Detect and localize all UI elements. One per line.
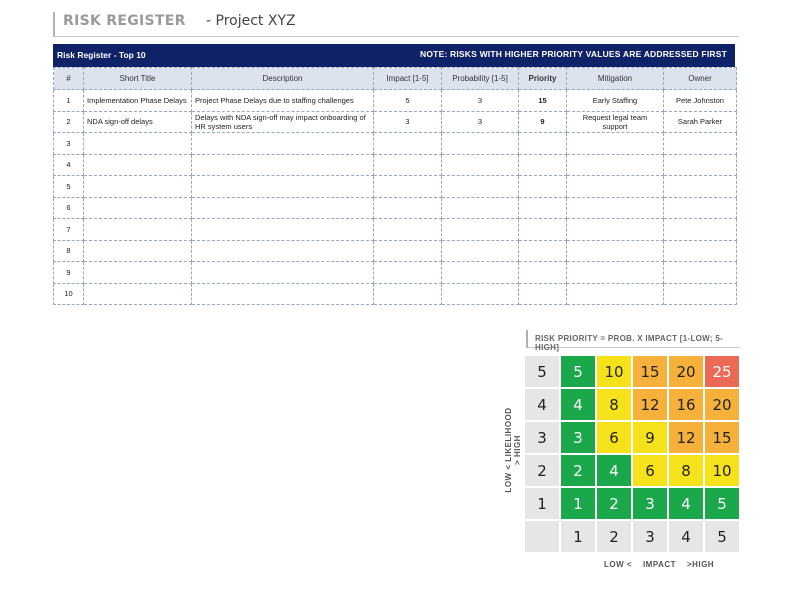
matrix-cell: 12 xyxy=(669,422,703,453)
impact-cell[interactable] xyxy=(374,154,442,176)
matrix-cell: 6 xyxy=(633,455,667,486)
priority-cell[interactable]: 9 xyxy=(519,111,567,133)
matrix-cell: 12 xyxy=(633,389,667,420)
row-number[interactable]: 8 xyxy=(54,240,84,262)
row-number[interactable]: 4 xyxy=(54,154,84,176)
owner-cell[interactable]: Pete Johnston xyxy=(664,90,737,112)
table-row xyxy=(54,219,737,241)
register-header-bar xyxy=(53,44,735,67)
short-title-cell[interactable] xyxy=(84,133,192,155)
impact-cell[interactable] xyxy=(374,262,442,284)
likelihood-axis-label: LOW < LIKELIHOOD > HIGH xyxy=(504,407,522,493)
mitigation-cell[interactable] xyxy=(567,262,664,284)
mitigation-cell[interactable] xyxy=(567,283,664,305)
table-row xyxy=(54,262,737,284)
description-cell[interactable] xyxy=(192,240,374,262)
probability-cell[interactable] xyxy=(442,176,519,198)
priority-cell[interactable] xyxy=(519,197,567,219)
priority-cell[interactable] xyxy=(519,176,567,198)
impact-axis-tick: 1 xyxy=(561,521,595,552)
table-row xyxy=(54,176,737,198)
mitigation-cell[interactable]: Early Staffing xyxy=(567,90,664,112)
column-header-description[interactable]: Description xyxy=(192,68,374,90)
owner-cell[interactable]: Sarah Parker xyxy=(664,111,737,133)
description-cell[interactable] xyxy=(192,283,374,305)
matrix-cell: 1 xyxy=(561,488,595,519)
owner-cell[interactable] xyxy=(664,240,737,262)
mitigation-cell[interactable] xyxy=(567,176,664,198)
probability-cell[interactable] xyxy=(442,262,519,284)
matrix-cell: 15 xyxy=(705,422,739,453)
impact-cell[interactable]: 5 xyxy=(374,90,442,112)
matrix-cell: 10 xyxy=(597,356,631,387)
probability-cell[interactable]: 3 xyxy=(442,111,519,133)
page-subtitle: - Project XYZ xyxy=(206,13,296,29)
matrix-cell: 20 xyxy=(705,389,739,420)
risk-priority-matrix xyxy=(525,356,739,552)
matrix-cell: 5 xyxy=(561,356,595,387)
likelihood-axis-tick: 2 xyxy=(525,455,559,486)
matrix-cell: 3 xyxy=(633,488,667,519)
priority-cell[interactable] xyxy=(519,240,567,262)
matrix-cell: 3 xyxy=(561,422,595,453)
row-number[interactable]: 10 xyxy=(54,283,84,305)
risk-register-table xyxy=(53,67,737,305)
owner-cell[interactable] xyxy=(664,133,737,155)
owner-cell[interactable] xyxy=(664,219,737,241)
short-title-cell[interactable] xyxy=(84,154,192,176)
impact-cell[interactable] xyxy=(374,133,442,155)
mitigation-cell[interactable] xyxy=(567,154,664,176)
probability-cell[interactable] xyxy=(442,240,519,262)
owner-cell[interactable] xyxy=(664,283,737,305)
matrix-cell: 4 xyxy=(669,488,703,519)
matrix-cell: 2 xyxy=(597,488,631,519)
mitigation-cell[interactable] xyxy=(567,219,664,241)
description-cell[interactable] xyxy=(192,219,374,241)
impact-axis-label: LOW < IMPACT >HIGH xyxy=(604,560,715,569)
matrix-cell: 4 xyxy=(597,455,631,486)
mitigation-cell[interactable] xyxy=(567,240,664,262)
priority-cell[interactable] xyxy=(519,219,567,241)
likelihood-axis-tick: 5 xyxy=(525,356,559,387)
description-cell[interactable]: Delays with NDA sign-off may impact onboarding of HR system users xyxy=(192,111,374,133)
row-number[interactable]: 9 xyxy=(54,262,84,284)
register-note: NOTE: RISKS WITH HIGHER PRIORITY VALUES ARE ADDRESSED FIRST xyxy=(420,49,727,59)
probability-cell[interactable] xyxy=(442,154,519,176)
impact-axis-tick: 2 xyxy=(597,521,631,552)
mitigation-cell[interactable] xyxy=(567,197,664,219)
row-number[interactable]: 7 xyxy=(54,219,84,241)
matrix-cell: 6 xyxy=(597,422,631,453)
matrix-cell: 8 xyxy=(597,389,631,420)
short-title-cell[interactable] xyxy=(84,219,192,241)
impact-cell[interactable] xyxy=(374,176,442,198)
table-row xyxy=(54,90,737,112)
matrix-cell: 20 xyxy=(669,356,703,387)
row-number[interactable]: 3 xyxy=(54,133,84,155)
matrix-cell: 25 xyxy=(705,356,739,387)
column-header-number[interactable]: # xyxy=(54,68,84,90)
row-number[interactable]: 6 xyxy=(54,197,84,219)
short-title-cell[interactable] xyxy=(84,240,192,262)
impact-cell[interactable] xyxy=(374,240,442,262)
mitigation-cell[interactable] xyxy=(567,133,664,155)
impact-cell[interactable] xyxy=(374,219,442,241)
probability-cell[interactable]: 3 xyxy=(442,90,519,112)
column-header-mitigation[interactable]: Mitigation xyxy=(567,68,664,90)
short-title-cell[interactable] xyxy=(84,197,192,219)
matrix-corner xyxy=(525,521,559,552)
description-cell[interactable]: Project Phase Delays due to staffing challenges xyxy=(192,90,374,112)
likelihood-axis-tick: 4 xyxy=(525,389,559,420)
table-row xyxy=(54,240,737,262)
table-row xyxy=(54,154,737,176)
column-header-impact[interactable]: Impact [1-5] xyxy=(374,68,442,90)
matrix-cell: 10 xyxy=(705,455,739,486)
matrix-title xyxy=(526,330,740,352)
column-header-probability[interactable]: Probability [1-5] xyxy=(442,68,519,90)
probability-cell[interactable] xyxy=(442,197,519,219)
probability-cell[interactable] xyxy=(442,133,519,155)
probability-cell[interactable] xyxy=(442,219,519,241)
page-header xyxy=(53,12,739,37)
impact-cell[interactable] xyxy=(374,283,442,305)
page-title: RISK REGISTER xyxy=(63,13,186,29)
description-cell[interactable] xyxy=(192,262,374,284)
priority-cell[interactable] xyxy=(519,154,567,176)
description-cell[interactable] xyxy=(192,154,374,176)
priority-cell[interactable] xyxy=(519,133,567,155)
probability-cell[interactable] xyxy=(442,283,519,305)
impact-cell[interactable] xyxy=(374,197,442,219)
description-cell[interactable] xyxy=(192,176,374,198)
owner-cell[interactable] xyxy=(664,176,737,198)
matrix-cell: 15 xyxy=(633,356,667,387)
description-cell[interactable] xyxy=(192,133,374,155)
table-row xyxy=(54,197,737,219)
impact-axis-tick: 4 xyxy=(669,521,703,552)
impact-axis-tick: 5 xyxy=(705,521,739,552)
column-header-owner[interactable]: Owner xyxy=(664,68,737,90)
owner-cell[interactable] xyxy=(664,154,737,176)
row-number[interactable]: 1 xyxy=(54,90,84,112)
matrix-cell: 16 xyxy=(669,389,703,420)
table-row xyxy=(54,111,737,133)
matrix-title-text: RISK PRIORITY = PROB. X IMPACT [1-LOW; 5-HIGH] xyxy=(535,334,724,352)
impact-axis-tick: 3 xyxy=(633,521,667,552)
short-title-cell[interactable]: Implementation Phase Delays xyxy=(84,90,192,112)
likelihood-axis-tick: 3 xyxy=(525,422,559,453)
short-title-cell[interactable] xyxy=(84,176,192,198)
matrix-cell: 4 xyxy=(561,389,595,420)
priority-cell[interactable]: 15 xyxy=(519,90,567,112)
register-label: Risk Register - Top 10 xyxy=(57,50,146,60)
priority-cell[interactable] xyxy=(519,283,567,305)
short-title-cell[interactable] xyxy=(84,262,192,284)
mitigation-cell[interactable]: Request legal team support xyxy=(567,111,664,133)
short-title-cell[interactable]: NDA sign-off delays xyxy=(84,111,192,133)
owner-cell[interactable] xyxy=(664,262,737,284)
row-number[interactable]: 5 xyxy=(54,176,84,198)
short-title-cell[interactable] xyxy=(84,283,192,305)
column-header-short-title[interactable]: Short Title xyxy=(84,68,192,90)
description-cell[interactable] xyxy=(192,197,374,219)
likelihood-axis-tick: 1 xyxy=(525,488,559,519)
matrix-cell: 5 xyxy=(705,488,739,519)
matrix-cell: 9 xyxy=(633,422,667,453)
matrix-cell: 2 xyxy=(561,455,595,486)
table-row xyxy=(54,283,737,305)
owner-cell[interactable] xyxy=(664,197,737,219)
table-row xyxy=(54,133,737,155)
priority-cell[interactable] xyxy=(519,262,567,284)
column-header-priority[interactable]: Priority xyxy=(519,68,567,90)
row-number[interactable]: 2 xyxy=(54,111,84,133)
table-header-row xyxy=(54,68,737,90)
matrix-cell: 8 xyxy=(669,455,703,486)
impact-cell[interactable]: 3 xyxy=(374,111,442,133)
